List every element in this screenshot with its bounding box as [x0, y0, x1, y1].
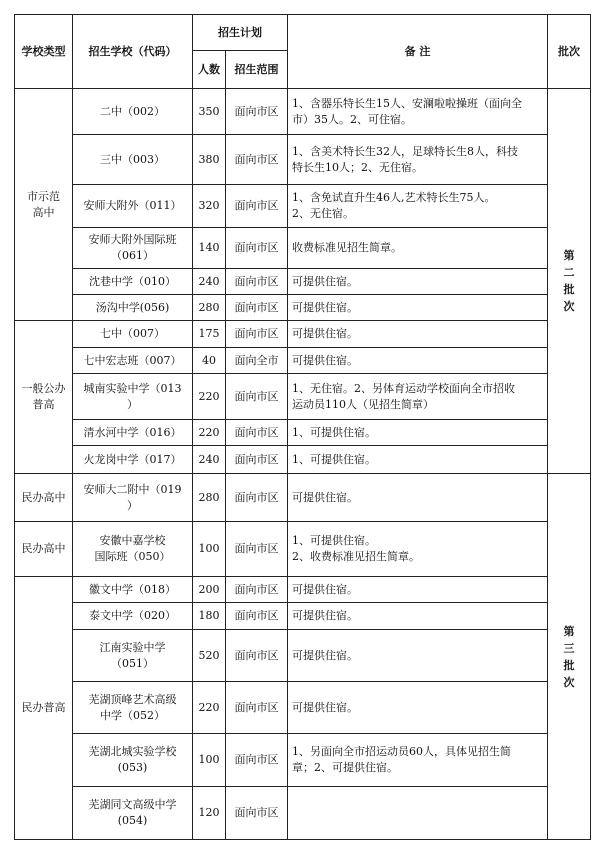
count-cell: 240: [193, 446, 226, 474]
note-cell: 1、无住宿。2、另体育运动学校面向全市招收 运动员110人（见招生简章）: [288, 374, 548, 420]
range-cell: 面向市区: [226, 228, 288, 269]
range-cell: 面向全市: [226, 348, 288, 374]
school-cell: 泰文中学（020）: [73, 603, 193, 630]
note-cell: [288, 787, 548, 840]
school-cell: 七中（007）: [73, 321, 193, 348]
note-cell: 可提供住宿。: [288, 682, 548, 734]
batch-cell: [548, 89, 591, 474]
range-cell: 面向市区: [226, 295, 288, 321]
school-cell: 二中（002）: [73, 89, 193, 135]
note-cell: 可提供住宿。: [288, 630, 548, 682]
range-cell: 面向市区: [226, 577, 288, 603]
group-cell: [15, 321, 73, 474]
header-count: 人数: [193, 51, 226, 89]
note-cell: 1、含免试直升生46人,艺术特长生75人。 2、无住宿。: [288, 185, 548, 228]
school-cell: 七中宏志班（007）: [73, 348, 193, 374]
table-row: [15, 630, 591, 682]
count-cell: 120: [193, 787, 226, 840]
header-school: 招生学校（代码）: [73, 15, 193, 89]
group-label: 民办高中: [21, 542, 66, 555]
school-cell: 安徽中嘉学校 国际班（050）: [73, 522, 193, 577]
count-cell: 100: [193, 734, 226, 787]
group-label: 市示范: [27, 189, 60, 203]
count-cell: 280: [193, 295, 226, 321]
range-cell: 面向市区: [226, 787, 288, 840]
count-cell: 320: [193, 185, 226, 228]
count-cell: 240: [193, 269, 226, 295]
school-cell: 芜湖顶峰艺术高级 中学（052）: [73, 682, 193, 734]
note-cell: 1、可提供住宿。: [288, 420, 548, 446]
group-label: 民办高中: [21, 490, 66, 504]
count-cell: 220: [193, 420, 226, 446]
table-row: [15, 321, 591, 348]
header-batch: 批次: [548, 15, 591, 89]
group-cell: [15, 577, 73, 840]
school-cell: 沈巷中学（010）: [73, 269, 193, 295]
range-cell: 面向市区: [226, 374, 288, 420]
school-cell: 徽文中学（018）: [73, 577, 193, 603]
header-note: 备 注: [288, 15, 548, 89]
note-cell: 可提供住宿。: [288, 348, 548, 374]
range-cell: 面向市区: [226, 135, 288, 185]
count-cell: 220: [193, 374, 226, 420]
school-cell: 汤沟中学(056): [73, 295, 193, 321]
table-row: [15, 682, 591, 734]
count-cell: 200: [193, 577, 226, 603]
note-cell: 可提供住宿。: [288, 269, 548, 295]
batch-label: 第二批次: [563, 249, 575, 313]
header-plan: 招生计划: [193, 15, 288, 51]
table-row: [15, 185, 591, 228]
count-cell: 220: [193, 682, 226, 734]
count-cell: 100: [193, 522, 226, 577]
table-row: [15, 420, 591, 446]
note-cell: 1、可提供住宿。 2、收费标准见招生简章。: [288, 522, 548, 577]
range-cell: 面向市区: [226, 321, 288, 348]
note-cell: 1、含器乐特长生15人、安澜啦啦操班（面向全 市）35人。2、可住宿。: [288, 89, 548, 135]
school-cell: 火龙岗中学（017）: [73, 446, 193, 474]
range-cell: 面向市区: [226, 603, 288, 630]
table-row: [15, 446, 591, 474]
table-row: [15, 734, 591, 787]
count-cell: 175: [193, 321, 226, 348]
note-cell: 1、可提供住宿。: [288, 446, 548, 474]
note-cell: 1、含美术特长生32人，足球特长生8人，科技 特长生10人；2、无住宿。: [288, 135, 548, 185]
note-cell: 可提供住宿。: [288, 295, 548, 321]
group-cell: [15, 522, 73, 577]
batch-label: 第三批次: [563, 624, 575, 689]
table-row: [15, 348, 591, 374]
group-cell: [15, 474, 73, 522]
note-cell: 可提供住宿。: [288, 603, 548, 630]
header-range: 招生范围: [226, 51, 288, 89]
school-cell: 安师大附外国际班 （061）: [73, 228, 193, 269]
range-cell: 面向市区: [226, 446, 288, 474]
note-cell: 可提供住宿。: [288, 321, 548, 348]
table-row: [15, 577, 591, 603]
count-cell: 180: [193, 603, 226, 630]
school-cell: 江南实验中学 （051）: [73, 630, 193, 682]
school-cell: 城南实验中学（013 ）: [73, 374, 193, 420]
table-row: [15, 228, 591, 269]
school-cell: 清水河中学（016）: [73, 420, 193, 446]
group-label: 高中: [32, 205, 55, 219]
school-cell: 芜湖同文高级中学 (054): [73, 787, 193, 840]
school-cell: 芜湖北城实验学校 (053): [73, 734, 193, 787]
range-cell: 面向市区: [226, 269, 288, 295]
note-cell: 1、另面向全市招运动员60人，具体见招生简 章；2、可提供住宿。: [288, 734, 548, 787]
count-cell: 140: [193, 228, 226, 269]
table-row: [15, 374, 591, 420]
table-row: [15, 269, 591, 295]
range-cell: 面向市区: [226, 734, 288, 787]
note-cell: 收费标准见招生简章。: [288, 228, 548, 269]
count-cell: 350: [193, 89, 226, 135]
table-row: [15, 522, 591, 577]
table-row: [15, 603, 591, 630]
school-cell: 三中（003）: [73, 135, 193, 185]
group-label: 一般公办: [21, 382, 66, 395]
header-school-type: 学校类型: [15, 15, 73, 89]
table-row: [15, 474, 591, 522]
header-row: [15, 15, 591, 51]
table-row: [15, 89, 591, 135]
enrollment-table: [14, 14, 591, 840]
range-cell: 面向市区: [226, 630, 288, 682]
count-cell: 520: [193, 630, 226, 682]
note-cell: 可提供住宿。: [288, 474, 548, 522]
school-cell: 安师大二附中（019 ）: [73, 474, 193, 522]
range-cell: 面向市区: [226, 474, 288, 522]
range-cell: 面向市区: [226, 522, 288, 577]
count-cell: 380: [193, 135, 226, 185]
range-cell: 面向市区: [226, 185, 288, 228]
note-cell: 可提供住宿。: [288, 577, 548, 603]
group-label: 普高: [32, 398, 55, 411]
group-cell: [15, 89, 73, 321]
group-label: 民办普高: [21, 701, 66, 714]
table-row: [15, 135, 591, 185]
count-cell: 280: [193, 474, 226, 522]
batch-cell: [548, 474, 591, 840]
range-cell: 面向市区: [226, 89, 288, 135]
count-cell: 40: [193, 348, 226, 374]
school-cell: 安师大附外（011）: [73, 185, 193, 228]
range-cell: 面向市区: [226, 420, 288, 446]
table-row: [15, 295, 591, 321]
table-row: [15, 787, 591, 840]
range-cell: 面向市区: [226, 682, 288, 734]
